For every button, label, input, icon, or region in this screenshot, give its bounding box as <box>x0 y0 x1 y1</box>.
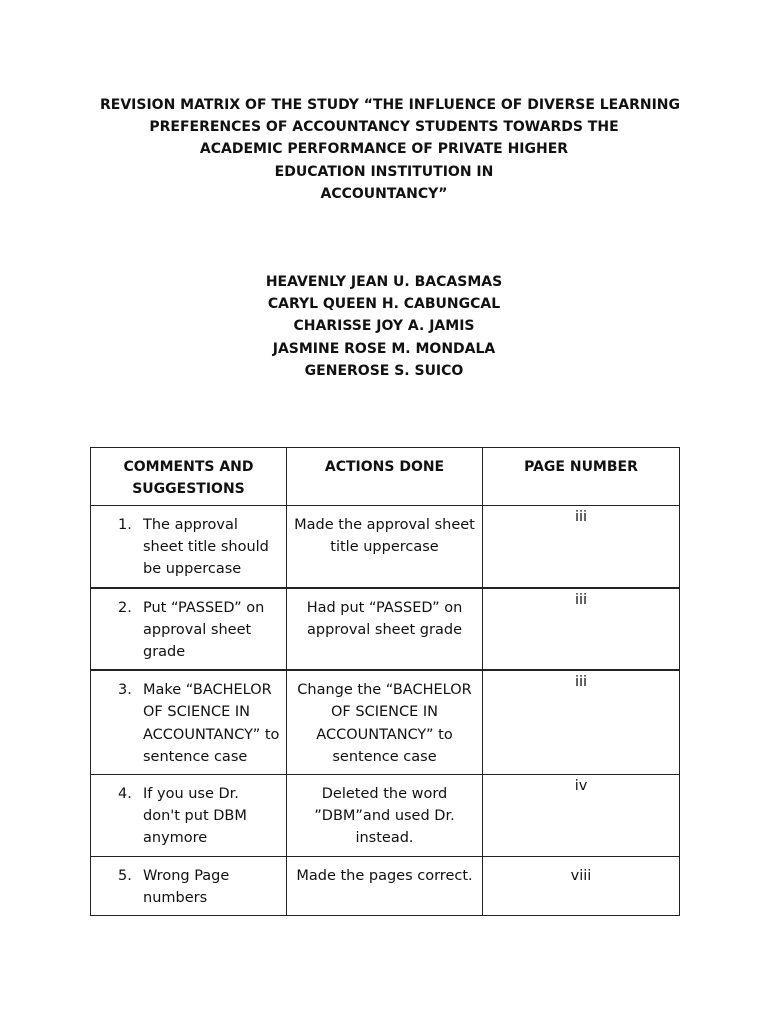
title-line: EDUCATION INSTITUTION IN <box>274 163 494 180</box>
table-row <box>91 588 680 671</box>
author-name: HEAVENLY JEAN U. BACASMAS <box>265 274 503 290</box>
page-number-cell: iv <box>483 775 680 857</box>
comment-text: Wrong Page numbers <box>143 868 230 907</box>
comment-text: The approval sheet title should be uppercase <box>143 517 269 578</box>
comment-cell <box>91 506 287 588</box>
revision-matrix-table <box>90 447 680 916</box>
table-row <box>91 775 680 857</box>
header-actions: ACTIONS DONE <box>287 448 483 506</box>
action-cell: Deleted the word ”DBM”and used Dr. instead. <box>287 775 483 857</box>
row-number: 3. <box>118 682 132 699</box>
author-name: GENEROSE S. SUICO <box>304 362 464 379</box>
table-row <box>91 506 680 588</box>
title-line: PREFERENCES OF ACCOUNTANCY STUDENTS TOWARDS THE <box>149 119 619 136</box>
table-header-row <box>91 448 680 506</box>
comment-cell <box>91 775 287 857</box>
document-title <box>100 94 680 205</box>
author-list <box>100 271 668 382</box>
action-cell: Made the pages correct. <box>287 857 483 916</box>
row-number: 1. <box>118 517 132 533</box>
comment-text: Put “PASSED” on approval sheet grade <box>143 599 265 661</box>
action-cell: Change the “BACHELOR OF SCIENCE IN ACCOUNTANCY” to sentence case <box>287 670 483 774</box>
page-number-cell: viii <box>483 857 680 916</box>
title-line: REVISION MATRIX OF THE STUDY “THE INFLUENCE OF DIVERSE LEARNING <box>100 97 680 113</box>
comment-cell <box>91 588 287 671</box>
page-number-cell: iii <box>483 670 680 774</box>
title-line: ACCOUNTANCY” <box>320 185 448 202</box>
comment-text: If you use Dr. don't put DBM anymore <box>143 786 247 847</box>
page-number-cell: iii <box>483 588 680 671</box>
comment-text: Make “BACHELOR OF SCIENCE IN ACCOUNTANCY” to sentence case <box>143 682 280 765</box>
row-number: 2. <box>118 599 132 616</box>
action-cell: Had put “PASSED” on approval sheet grade <box>287 588 483 671</box>
table-row <box>91 670 680 774</box>
comment-cell <box>91 670 287 774</box>
row-number: 5. <box>118 868 132 885</box>
table-row <box>91 857 680 916</box>
header-page-number: PAGE NUMBER <box>483 448 680 506</box>
author-name: JASMINE ROSE M. MONDALA <box>272 340 496 357</box>
row-number: 4. <box>118 786 132 803</box>
action-cell: Made the approval sheet title uppercase <box>287 506 483 588</box>
title-line: ACADEMIC PERFORMANCE OF PRIVATE HIGHER <box>199 141 569 158</box>
page-number-cell: iii <box>483 506 680 588</box>
author-name: CARYL QUEEN H. CABUNGCAL <box>267 296 501 313</box>
author-name: CHARISSE JOY A. JAMIS <box>293 318 475 335</box>
header-comments: COMMENTS AND SUGGESTIONS <box>91 448 287 506</box>
comment-cell <box>91 857 287 916</box>
